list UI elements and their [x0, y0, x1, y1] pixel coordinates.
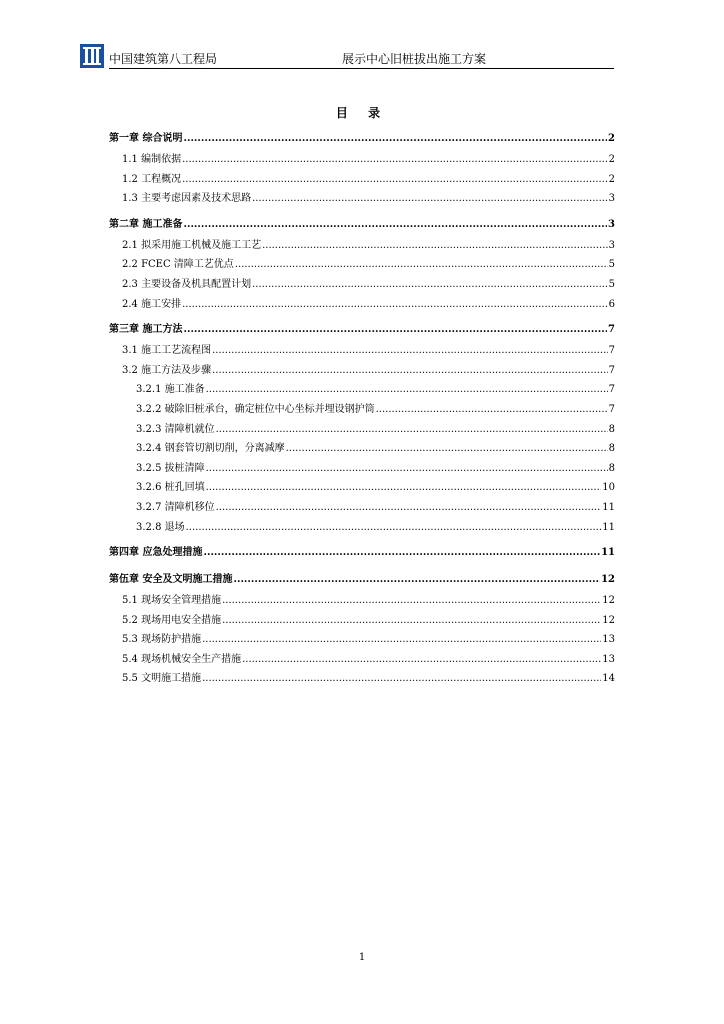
toc-chapter[interactable]: 第伍章 安全及文明施工措施 ..... 12 — [109, 569, 615, 591]
toc-subsection[interactable]: 3.2.2 破除旧桩承台，确定桩位中心坐标并埋设钢护筒 ..... 7 — [109, 400, 615, 420]
toc-section[interactable]: 5.4 现场机械安全生产措施 ..... 13 — [109, 650, 615, 670]
page-header — [80, 44, 614, 72]
toc-section[interactable]: 2.2 FCEC 清障工艺优点 ..... 5 — [109, 255, 615, 275]
company-name: 中国建筑第八工程局 — [109, 52, 218, 66]
page-number: 1 — [358, 952, 366, 963]
toc-section[interactable]: 2.3 主要设备及机具配置计划 ..... 5 — [109, 275, 615, 295]
toc-subsection[interactable]: 3.2.3 清障机就位 ..... 8 — [109, 420, 615, 440]
toc-subsection[interactable]: 3.2.1 施工准备 ..... 7 — [109, 380, 615, 400]
toc-section[interactable]: 3.2 施工方法及步骤 ..... 7 — [109, 361, 615, 381]
toc-section[interactable]: 2.1 拟采用施工机械及施工工艺 ..... 3 — [109, 236, 615, 256]
toc-subsection[interactable]: 3.2.5 拔桩清障 ..... 8 — [109, 459, 615, 479]
document-title: 展示中心旧桩拔出施工方案 — [342, 52, 487, 66]
toc-subsection[interactable]: 3.2.8 退场 ..... 11 — [109, 518, 615, 538]
header-divider — [109, 68, 614, 69]
company-logo-icon — [80, 44, 104, 68]
toc-section[interactable]: 1.1 编制依据 ..... 2 — [109, 150, 615, 170]
toc-chapter[interactable]: 第三章 施工方法 ..... 7 — [109, 319, 615, 341]
toc-section[interactable]: 5.5 文明施工措施 ..... 14 — [109, 669, 615, 689]
toc-subsection[interactable]: 3.2.6 桩孔回填 ..... 10 — [109, 478, 615, 498]
toc-subsection[interactable]: 3.2.7 清障机移位 ..... 11 — [109, 498, 615, 518]
table-of-contents — [109, 128, 615, 689]
toc-section[interactable]: 2.4 施工安排 ..... 6 — [109, 295, 615, 315]
toc-section[interactable]: 5.1 现场安全管理措施 ..... 12 — [109, 591, 615, 611]
toc-chapter[interactable]: 第二章 施工准备 ..... 3 — [109, 214, 615, 236]
toc-chapter[interactable]: 第一章 综合说明 ..... 2 — [109, 128, 615, 150]
toc-subsection[interactable]: 3.2.4 钢套管切割切削，分离减摩 ..... 8 — [109, 439, 615, 459]
toc-section[interactable]: 3.1 施工工艺流程图 ..... 7 — [109, 341, 615, 361]
toc-section[interactable]: 5.2 现场用电安全措施 ..... 12 — [109, 611, 615, 631]
toc-chapter[interactable]: 第四章 应急处理措施 ..... 11 — [109, 542, 615, 564]
toc-title: 目 录 — [335, 106, 389, 120]
toc-section[interactable]: 1.2 工程概况 ..... 2 — [109, 170, 615, 190]
toc-section[interactable]: 1.3 主要考虑因素及技术思路 ..... 3 — [109, 189, 615, 209]
toc-section[interactable]: 5.3 现场防护措施 ..... 13 — [109, 630, 615, 650]
